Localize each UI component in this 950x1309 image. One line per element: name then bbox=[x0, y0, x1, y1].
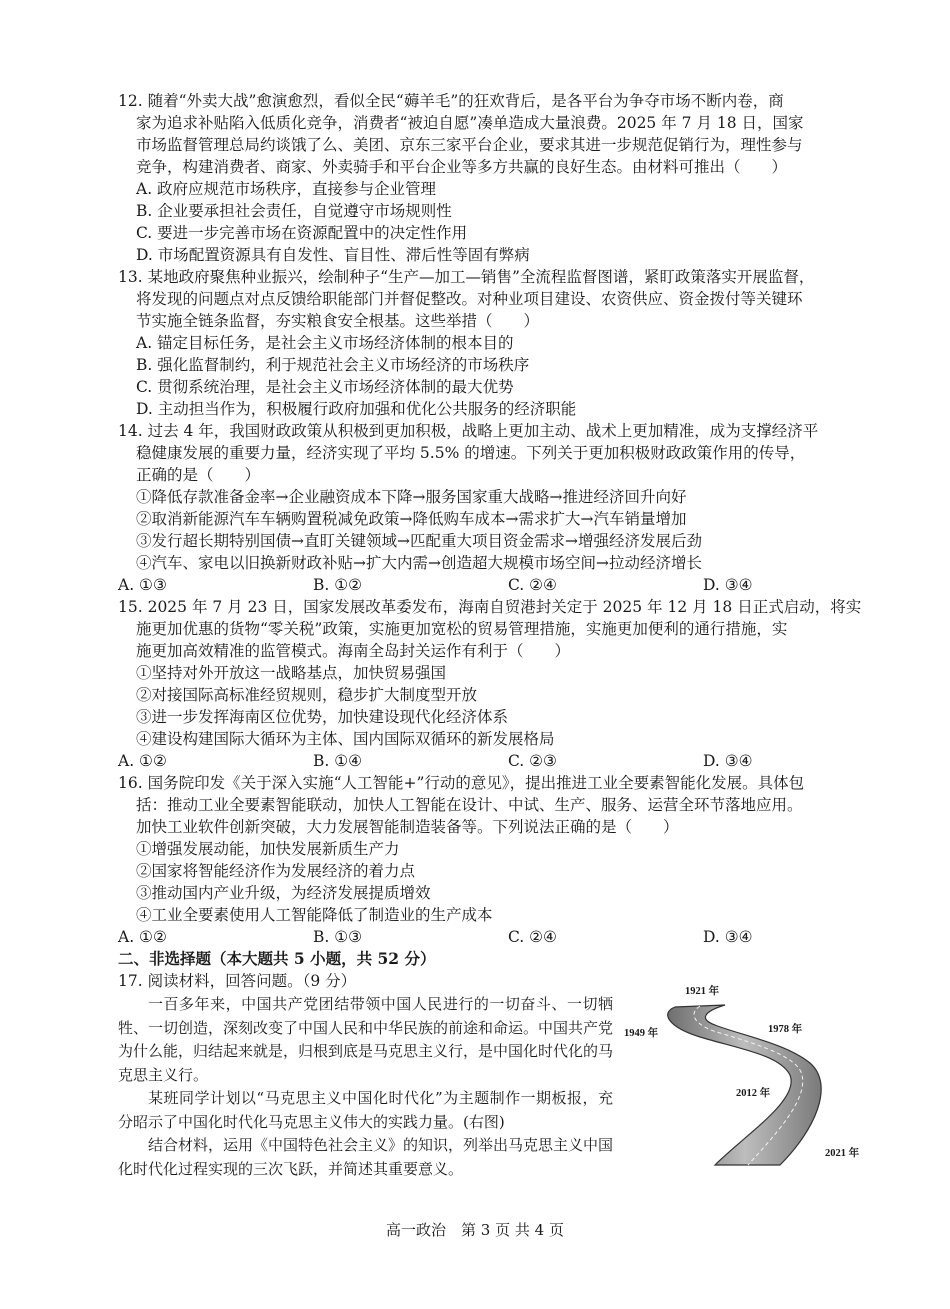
q12-line: 市场监督管理总局约谈饿了么、美团、京东三家平台企业，要求其进一步规范促销行为，理性参与 bbox=[136, 136, 803, 154]
question-14 bbox=[118, 420, 898, 596]
q15-line: 15. 2025 年 7 月 23 日，国家发展改革委发布，海南自贸港封关定于 2025 年 12 月 18 日正式启动，将实 bbox=[118, 598, 862, 616]
q15-item: ①坚持对外开放这一战略基点，加快贸易强国 bbox=[136, 664, 447, 682]
q17-paragraph-2: 某班同学计划以“马克思主义中国化时代化”为主题制作一期板报，充分昭示了中国化时代化马克思主义伟大的实践力量。(右图) bbox=[118, 1089, 613, 1131]
page-footer: 高一政治 第 3 页 共 4 页 bbox=[386, 1221, 564, 1239]
q13-line: 13. 某地政府聚焦种业振兴，绘制种子“生产—加工—销售”全流程监督图谱，紧盯政策落实开展监督， bbox=[118, 268, 815, 286]
q14-choice-d: D. ③④ bbox=[703, 576, 753, 594]
q14-item: ④汽车、家电以旧换新财政补贴→扩大内需→创造超大规模市场空间→拉动经济增长 bbox=[136, 554, 702, 572]
q16-choice-a: A. ①② bbox=[118, 928, 167, 946]
year-label-1921: 1921 年 bbox=[685, 986, 720, 997]
year-label-2021: 2021 年 bbox=[825, 1148, 860, 1159]
q13-line: 将发现的问题点对点反馈给职能部门并督促整改。对种业项目建设、农资供应、资金拨付等关键环 bbox=[136, 290, 803, 308]
q17-title: 17. 阅读材料，回答问题。（9 分） bbox=[118, 972, 357, 990]
q16-choice-d: D. ③④ bbox=[703, 928, 753, 946]
q16-line: 括：推动工业全要素智能联动，加快人工智能在设计、中试、生产、服务、运营全环节落地应用。 bbox=[136, 796, 803, 814]
q16-item: ②国家将智能经济作为发展经济的着力点 bbox=[136, 862, 416, 880]
year-label-1949: 1949 年 bbox=[624, 1028, 659, 1039]
q15-choice-b: B. ①④ bbox=[313, 752, 363, 770]
q16-item: ①增强发展动能，加快发展新质生产力 bbox=[136, 840, 400, 858]
q16-item: ③推动国内产业升级，为经济发展提质增效 bbox=[136, 884, 431, 902]
q14-line: 稳健康发展的重要力量，经济实现了平均 5.5% 的增速。下列关于更加积极财政政策作用的传导， bbox=[136, 444, 806, 462]
q16-choice-b: B. ①③ bbox=[313, 928, 363, 946]
q13-option-c: C. 贯彻系统治理，是社会主义市场经济体制的最大优势 bbox=[136, 378, 514, 396]
q14-item: ②取消新能源汽车车辆购置税减免政策→降低购车成本→需求扩大→汽车销量增加 bbox=[136, 510, 687, 528]
question-12 bbox=[118, 90, 898, 266]
q13-line: 节实施全链条监督，夯实粮食安全根基。这些举措（ ） bbox=[136, 312, 540, 330]
q15-item: ②对接国际高标准经贸规则，稳步扩大制度型开放 bbox=[136, 686, 478, 704]
q13-option-b: B. 强化监督制约，利于规范社会主义市场经济的市场秩序 bbox=[136, 356, 530, 374]
q12-option-c: C. 要进一步完善市场在资源配置中的决定性作用 bbox=[136, 224, 468, 242]
q15-line: 施更加高效精准的监管模式。海南全岛封关运作有利于（ ） bbox=[136, 642, 571, 660]
q17-paragraph-3: 结合材料，运用《中国特色社会主义》的知识，列举出马克思主义中国化时代化过程实现的三次飞跃，并简述其重要意义。 bbox=[118, 1136, 614, 1178]
q14-item: ③发行超长期特别国债→直盯关键领域→匹配重大项目资金需求→增强经济发展后劲 bbox=[136, 532, 702, 550]
q16-line: 16. 国务院印发《关于深入实施“人工智能+”行动的意见》，提出推进工业全要素智能化发展。具体包 bbox=[118, 774, 805, 792]
q14-choice-a: A. ①③ bbox=[118, 576, 167, 594]
q13-option-a: A. 锚定目标任务，是社会主义市场经济体制的根本目的 bbox=[136, 334, 514, 352]
q17-paragraph-1: 一百多年来，中国共产党团结带领中国人民进行的一切奋斗、一切牺牲、一切创造，深刻改变了中国人民和中华民族的前途和命运。中国共产党为什么能，归结起来就是，归根到底是马克思主义行，是中国化时代化的马克思主义行。 bbox=[118, 995, 614, 1084]
q16-choices bbox=[118, 926, 898, 948]
q12-line: 12. 随着“外卖大战”愈演愈烈，看似全民“薅羊毛”的狂欢背后，是各平台为争夺市场不断内卷，商 bbox=[118, 92, 784, 110]
year-label-1978: 1978 年 bbox=[768, 1024, 803, 1035]
year-label-2012: 2012 年 bbox=[736, 1088, 771, 1099]
q12-line: 家为追求补贴陷入低质化竞争，消费者“被迫自愿”凑单造成大量浪费。2025 年 7 月 18 日，国家 bbox=[136, 114, 804, 132]
q12-option-a: A. 政府应规范市场秩序，直接参与企业管理 bbox=[136, 180, 437, 198]
q15-item: ④建设构建国际大循环为主体、国内国际双循环的新发展格局 bbox=[136, 730, 555, 748]
question-13 bbox=[118, 266, 898, 420]
q15-choices bbox=[118, 750, 898, 772]
q15-item: ③进一步发挥海南区位优势，加快建设现代化经济体系 bbox=[136, 708, 509, 726]
question-16 bbox=[118, 772, 898, 948]
q16-item: ④工业全要素使用人工智能降低了制造业的生产成本 bbox=[136, 906, 493, 924]
q16-choice-c: C. ②④ bbox=[508, 928, 557, 946]
q16-line: 加快工业软件创新突破，大力发展智能制造装备等。下列说法正确的是（ ） bbox=[136, 818, 679, 836]
q12-option-b: B. 企业要承担社会责任，自觉遵守市场规则性 bbox=[136, 202, 452, 220]
q13-option-d: D. 主动担当作为，积极履行政府加强和优化公共服务的经济职能 bbox=[136, 400, 577, 418]
q12-line: 竞争，构建消费者、商家、外卖骑手和平台企业等多方共赢的良好生态。由材料可推出（ ） bbox=[136, 158, 788, 176]
q15-choice-d: D. ③④ bbox=[703, 752, 753, 770]
q17-material bbox=[118, 993, 613, 1181]
q12-option-d: D. 市场配置资源具有自发性、盲目性、滞后性等固有弊病 bbox=[136, 246, 530, 264]
question-15 bbox=[118, 596, 898, 772]
q14-choice-b: B. ①② bbox=[313, 576, 363, 594]
q14-item: ①降低存款准备金率→企业融资成本下降→服务国家重大战略→推进经济回升向好 bbox=[136, 488, 687, 506]
q14-choices bbox=[118, 574, 898, 596]
q15-choice-c: C. ②③ bbox=[508, 752, 557, 770]
q14-line: 正确的是（ ） bbox=[136, 466, 261, 484]
q15-choice-a: A. ①② bbox=[118, 752, 167, 770]
timeline-road-figure bbox=[620, 975, 865, 1175]
q14-choice-c: C. ②④ bbox=[508, 576, 557, 594]
section-heading: 二、非选择题（本大题共 5 小题，共 52 分） bbox=[118, 949, 436, 968]
q14-line: 14. 过去 4 年，我国财政政策从积极到更加积极，战略上更加主动、战术上更加精准，成为支撑经济平 bbox=[118, 422, 819, 440]
q15-line: 施更加优惠的货物“零关税”政策，实施更加宽松的贸易管理措施，实施更加便利的通行措施，实 bbox=[136, 620, 788, 638]
